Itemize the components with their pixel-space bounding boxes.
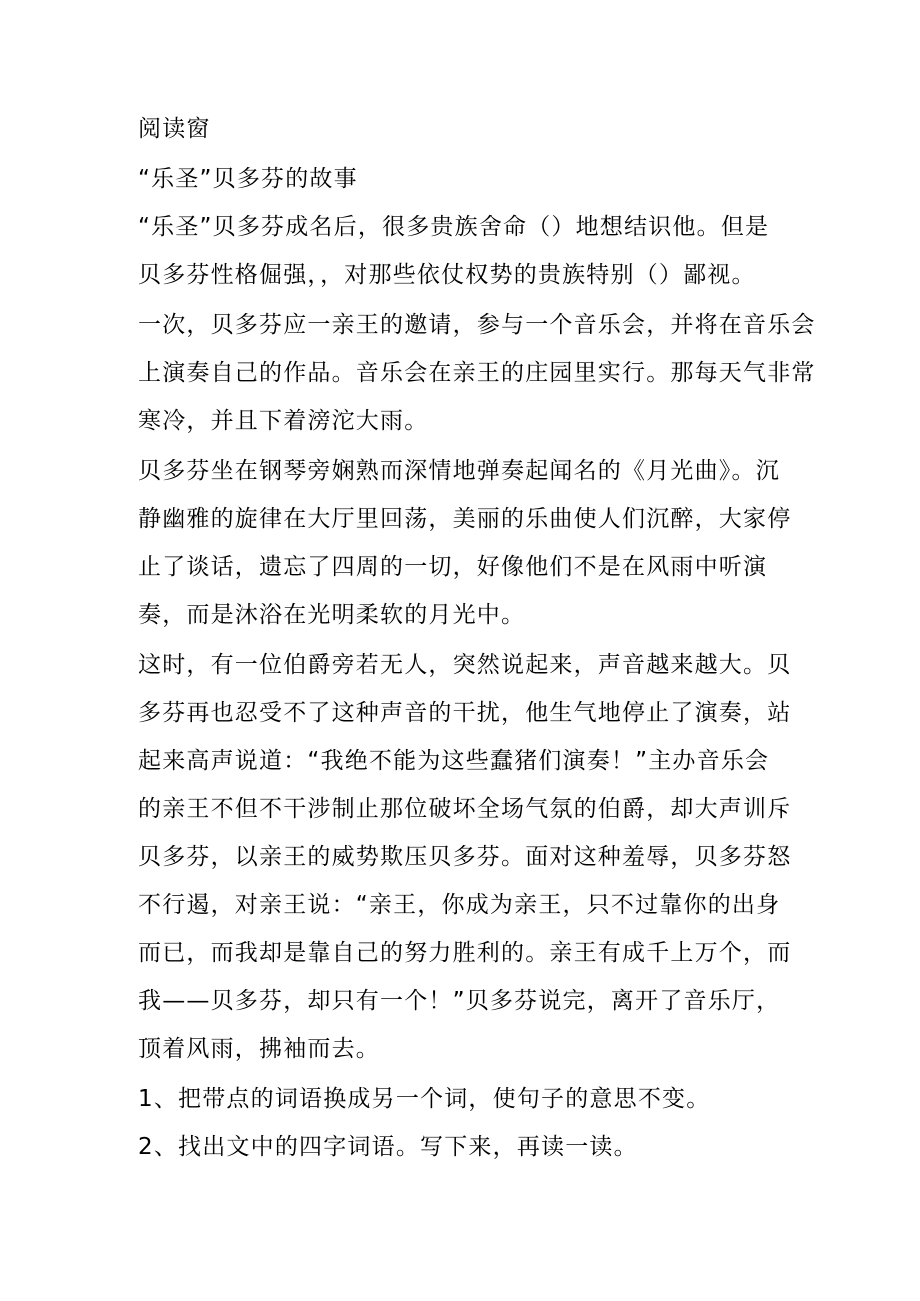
text-line: 贝多芬性格倔强，，对那些依仗权势的贵族特别（）鄙视。 (138, 262, 756, 288)
text-line: 顶着风雨，拂袖而去。 (138, 1036, 380, 1062)
text-line: 寒冷，并且下着滂沱大雨。 (138, 408, 429, 434)
question-2: 2、找出文中的四字词语。写下来，再读一读。 (138, 1134, 638, 1160)
text-line: 奏，而是沐浴在光明柔软的月光中。 (138, 602, 526, 628)
text-line: 一次，贝多芬应一亲王的邀请，参与一个音乐会，并将在音乐会 (138, 312, 816, 338)
text-line: 而已，而我却是靠自己的努力胜利的。亲王有成千上万个，而 (138, 940, 792, 966)
text-line: 这时，有一位伯爵旁若无人，突然说起来，声音越来越大。贝 (138, 652, 792, 678)
question-1: 1、把带点的词语换成另一个词，使句子的意思不变。 (138, 1086, 711, 1112)
story-title: “乐圣”贝多芬的故事 (138, 166, 358, 192)
text-line: 止了谈话，遗忘了四周的一切，好像他们不是在风雨中听演 (138, 554, 768, 580)
text-line: 起来高声说道：“我绝不能为这些蠢猪们演奏！”主办音乐会 (138, 748, 770, 774)
text-line: 不行遏，对亲王说：“亲王，你成为亲王，只不过靠你的出身 (138, 892, 781, 918)
text-line: 静幽雅的旋律在大厅里回荡，美丽的乐曲使人们沉醉，大家停 (138, 506, 792, 532)
text-line: 的亲王不但不干涉制止那位破坏全场气氛的伯爵，却大声训斥 (138, 796, 792, 822)
section-heading: 阅读窗 (138, 116, 211, 142)
text-line: 多芬再也忍受不了这种声音的干扰，他生气地停止了演奏，站 (138, 700, 792, 726)
text-line: 我——贝多芬，却只有一个！”贝多芬说完，离开了音乐厅， (138, 988, 781, 1014)
text-line: 贝多芬坐在钢琴旁娴熟而深情地弹奏起闻名的《月光曲》。沉 (138, 458, 780, 484)
text-line: 贝多芬，以亲王的威势欺压贝多芬。面对这种羞辱，贝多芬怒 (138, 844, 792, 870)
text-line: 上演奏自己的作品。音乐会在亲王的庄园里实行。那每天气非常 (138, 360, 816, 386)
text-line: “乐圣”贝多芬成名后，很多贵族舍命（）地想结识他。但是 (138, 214, 770, 240)
